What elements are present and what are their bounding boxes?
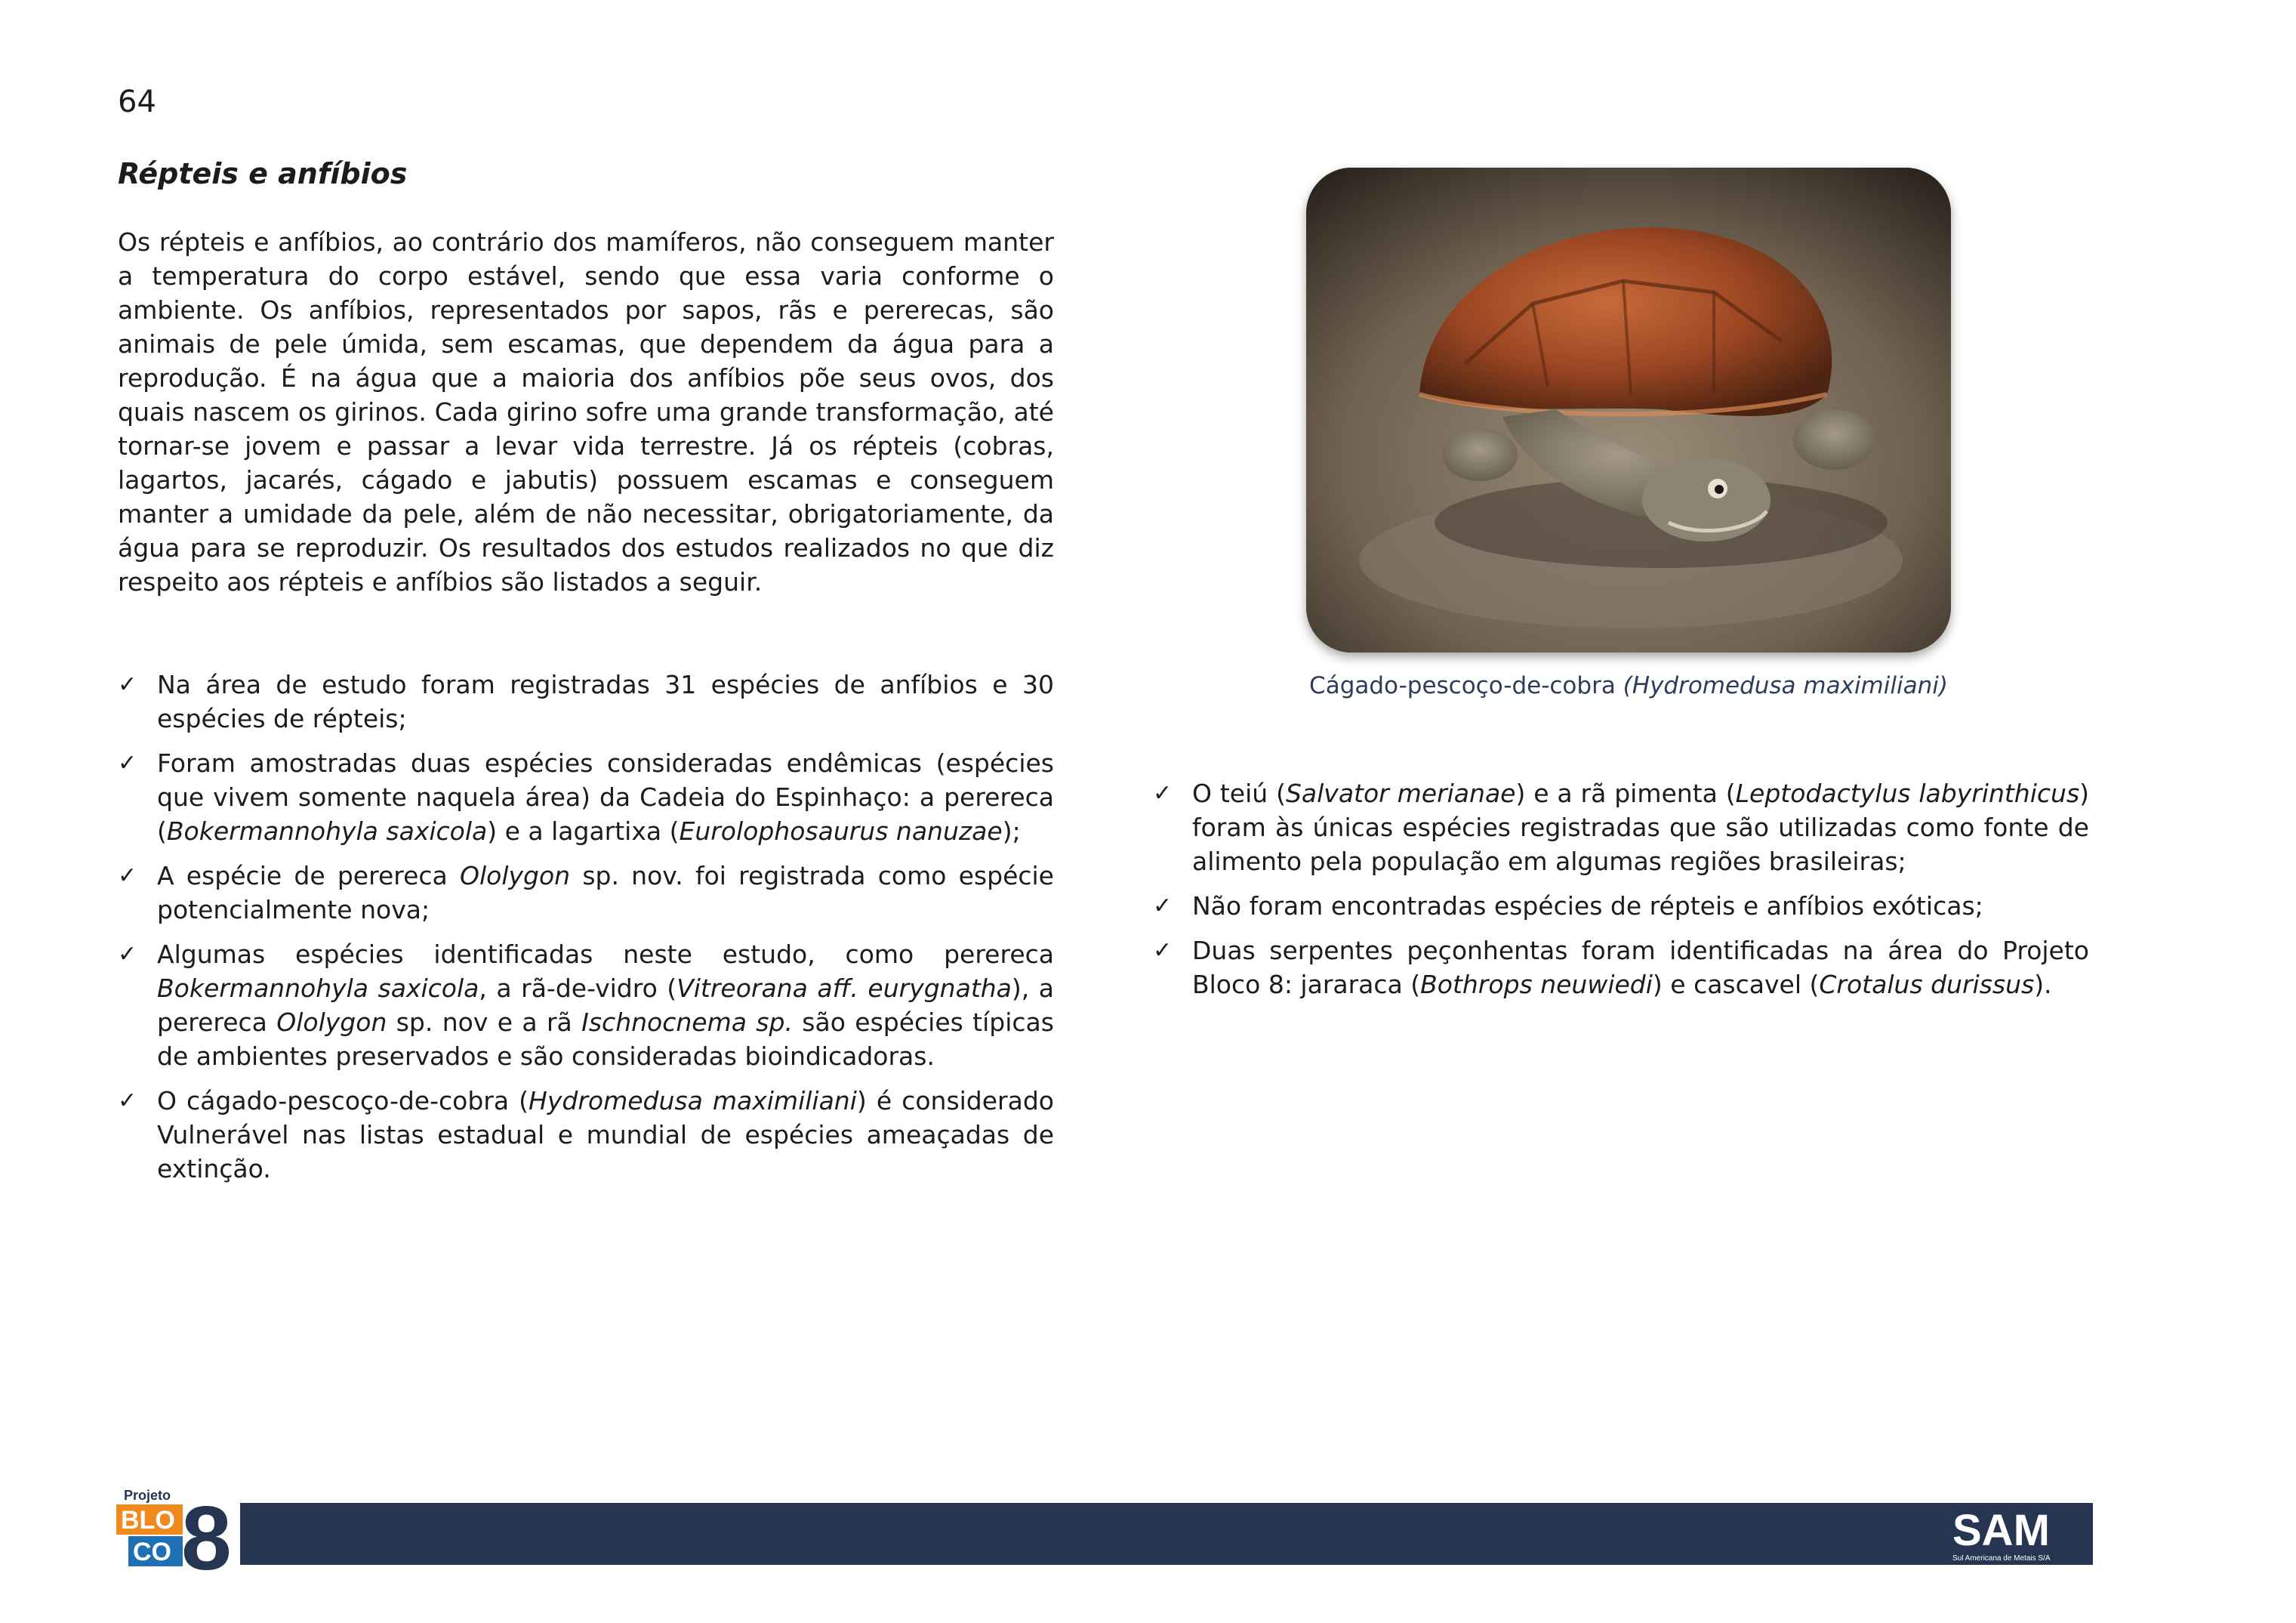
intro-paragraph: Os répteis e anfíbios, ao contrário dos mamíferos, não conseguem manter a temperatura do corpo estável, sendo que essa varia conforme o ambiente. Os anfíbios, representados por sapos, rãs e pererecas, são animais de pele úmida, sem escamas, que dependem da água para a reprodução. É na água que a maioria dos anfíbios põe seus ovos, dos quais nascem os girinos. Cada girino sofre uma grande transformação, até tornar-se jovem e passar a levar vida terrestre. Já os répteis (cobras, lagartos, jacarés, cágado e jabutis) possuem escamas e conseguem manter a umidade da pele, além de não necessitar, obrigatoriamente, da água para se reproduzir. Os resultados dos estudos realizados no que diz respeito aos répteis e anfíbios são listados a seguir. (118, 227, 1054, 597)
species-name: Eurolophosaurus nanuzae (679, 816, 1003, 846)
logo-blo-text: BLO (121, 1506, 175, 1535)
species-name: Ololygon (460, 861, 571, 890)
list-item: ✓ O cágado-pescoço-de-cobra (Hydromedusa maximiliani) é considerado Vulnerável nas listas estadual e mundial de espécies ameaçadas de extinção. (118, 1084, 1054, 1186)
checkmark-icon: ✓ (118, 1088, 137, 1114)
sam-subtitle: Sul Americana de Metais S/A (1952, 1554, 2051, 1563)
list-item: ✓ Algumas espécies identificadas neste estudo, como perereca Bokermannohyla saxicola, a rã-de-vidro (Vitreorana aff. eurygnatha), a perereca Ololygon sp. nov e a rã Ischnocnema sp. são espécies típicas de ambientes preservados e são consideradas bioindicadoras. (118, 937, 1054, 1073)
species-name: Vitreorana aff. eurygnatha (676, 973, 1012, 1003)
list-item: ✓ O teiú (Salvator merianae) e a rã pimenta (Leptodactylus labyrinthicus) foram às únicas espécies registradas que são utilizadas como fonte de alimento pela população em algumas regiões brasileiras; (1153, 776, 2089, 878)
species-name: Ischnocnema sp. (581, 1007, 793, 1037)
logo-number-8: 8 (181, 1488, 232, 1575)
species-name: Hydromedusa maximiliani (529, 1086, 857, 1115)
species-name: Salvator merianae (1285, 779, 1516, 808)
list-item: ✓ Duas serpentes peçonhentas foram identificadas na área do Projeto Bloco 8: jararaca (Bothrops neuwiedi) e cascavel (Crotalus durissus). (1153, 933, 2089, 1001)
list-item: ✓ Não foram encontradas espécies de répteis e anfíbios exóticas; (1153, 889, 2089, 923)
species-name: Leptodactylus labyrinthicus (1735, 779, 2080, 808)
right-checklist (1153, 776, 2089, 1012)
page-number: 64 (118, 85, 156, 119)
checkmark-icon: ✓ (118, 671, 137, 698)
sam-logo (1943, 1503, 2093, 1565)
checkmark-icon: ✓ (118, 941, 137, 967)
checkmark-icon: ✓ (1153, 780, 1173, 807)
section-title: Répteis e anfíbios (118, 157, 408, 190)
checkmark-icon: ✓ (118, 750, 137, 776)
species-name: Bothrops neuwiedi (1420, 970, 1653, 999)
turtle-illustration (1306, 168, 1951, 653)
photo-caption: Cágado-pescoço-de-cobra (Hydromedusa maximiliani) (1309, 672, 1948, 699)
list-item: ✓ A espécie de perereca Ololygon sp. nov. foi registrada como espécie potencialmente nova; (118, 859, 1054, 927)
list-item: ✓ Foram amostradas duas espécies consideradas endêmicas (espécies que vivem somente naquela área) da Cadeia do Espinhaço: a perereca (Bokermannohyla saxicola) e a lagartixa (Eurolophosaurus nanuzae); (118, 746, 1054, 848)
logo-projeto-text: Projeto (124, 1488, 171, 1503)
checkmark-icon: ✓ (1153, 893, 1173, 919)
species-name: Ololygon (276, 1007, 387, 1037)
checkmark-icon: ✓ (118, 862, 137, 889)
projeto-bloco-8-logo (112, 1485, 240, 1575)
list-item: ✓ Na área de estudo foram registradas 31 espécies de anfíbios e 30 espécies de répteis; (118, 668, 1054, 736)
logo-co-text: CO (133, 1538, 171, 1566)
caption-species: (Hydromedusa maximiliani) (1623, 672, 1948, 699)
turtle-photo (1306, 168, 1951, 653)
species-name: Bokermannohyla saxicola (157, 973, 479, 1003)
checkmark-icon: ✓ (1153, 937, 1173, 964)
species-name: Bokermannohyla saxicola (166, 816, 488, 846)
footer-bar (198, 1503, 2093, 1565)
sam-logo-text: SAM (1952, 1506, 2050, 1555)
left-checklist (118, 668, 1054, 1196)
species-name: Crotalus durissus (1819, 970, 2035, 999)
